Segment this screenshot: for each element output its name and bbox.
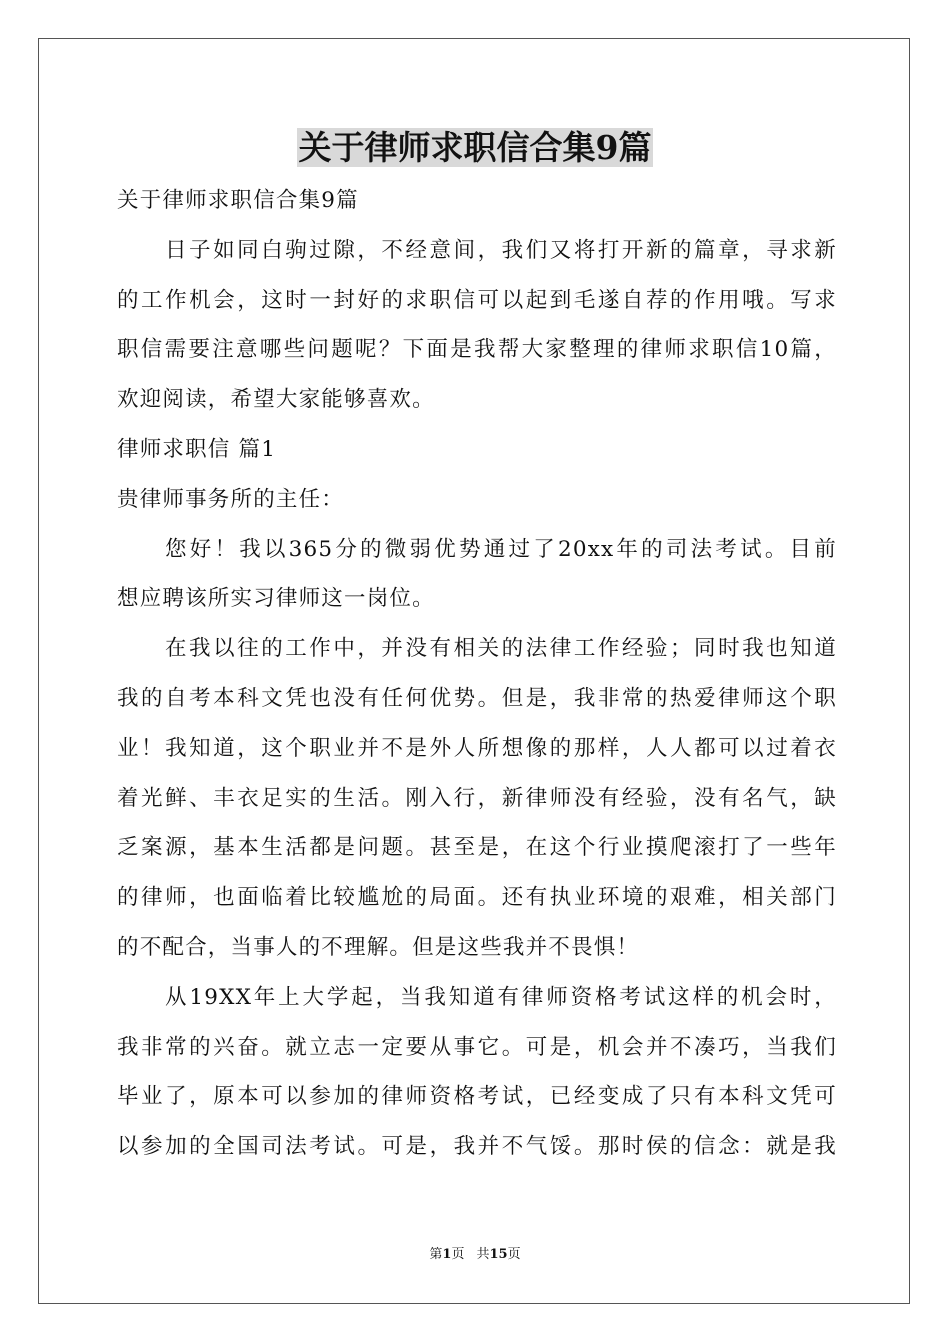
text-line: 律师求职信 篇1 [117,436,277,462]
text-line: 我的自考本科文凭也没有任何优势。但是，我非常的热爱律师这个职 [117,685,837,711]
text-line: 的不配合，当事人的不理解。但是这些我并不畏惧！ [117,934,640,960]
footer-total-suffix: 页 [507,1247,521,1262]
text-line: 的工作机会，这时一封好的求职信可以起到毛遂自荐的作用哦。写求 [117,287,837,313]
document-title-text: 关于律师求职信合集9篇 [298,128,652,167]
text-line: 关于律师求职信合集9篇 [117,188,359,213]
text-line: 我非常的兴奋。就立志一定要从事它。可是，机会并不凑巧，当我们 [117,1034,837,1060]
text-line: 想应聘该所实习律师这一岗位。 [117,586,435,612]
text-line: 贵律师事务所的主任： [117,486,345,512]
page-footer [0,1246,950,1264]
text-line: 从19XX年上大学起，当我知道有律师资格考试这样的机会时， [165,984,837,1010]
text-line: 乏案源，基本生活都是问题。甚至是，在这个行业摸爬滚打了一些年 [117,835,837,861]
document-body [117,176,837,1172]
text-line: 欢迎阅读，希望大家能够喜欢。 [117,387,435,413]
footer-current-page: 1 [442,1247,452,1262]
text-line: 以参加的全国司法考试。可是，我并不气馁。那时侯的信念：就是我 [117,1134,837,1160]
text-line: 在我以往的工作中，并没有相关的法律工作经验；同时我也知道 [165,636,837,662]
text-line: 您好！我以365分的微弱优势通过了20xx年的司法考试。目前 [165,536,837,562]
text-line: 毕业了，原本可以参加的律师资格考试，已经变成了只有本科文凭可 [117,1084,837,1110]
text-line: 职信需要注意哪些问题呢？下面是我帮大家整理的律师求职信10篇， [117,337,837,363]
document-title [0,126,950,170]
text-line: 的律师，也面临着比较尴尬的局面。还有执业环境的艰难，相关部门 [117,885,837,911]
text-line: 日子如同白驹过隙，不经意间，我们又将打开新的篇章，寻求新 [165,237,837,263]
footer-prefix: 第 [429,1247,443,1262]
text-line: 业！我知道，这个职业并不是外人所想像的那样，人人都可以过着衣 [117,735,837,761]
text-line: 着光鲜、丰衣足实的生活。刚入行，新律师没有经验，没有名气，缺 [117,785,837,811]
footer-total-pages: 15 [489,1247,508,1262]
footer-page-word: 页 [451,1247,465,1262]
footer-total-prefix: 共 [476,1247,490,1262]
